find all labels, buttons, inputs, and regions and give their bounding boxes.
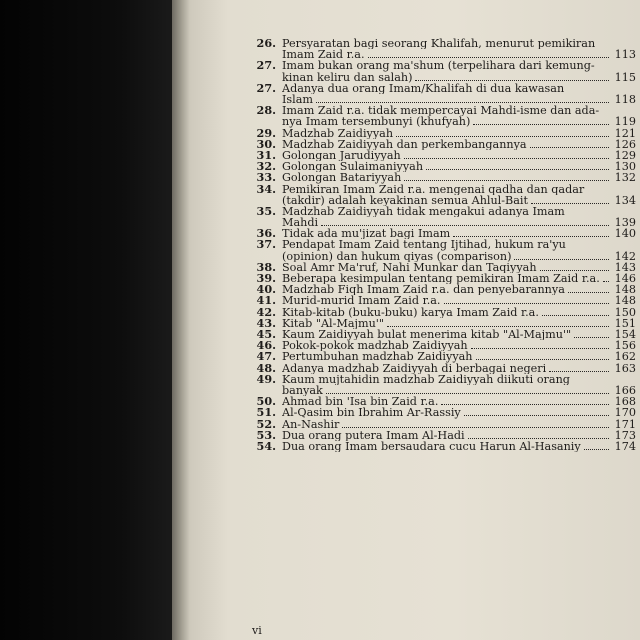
entry-page: 173	[614, 429, 636, 442]
entry-title: Adanya dua orang Imam/Khalifah di dua kawasan	[282, 82, 565, 94]
entry-title: Dua orang Imam bersaudara cucu Harun Al-Hasaniy	[282, 441, 581, 453]
entry-number: 40.	[256, 282, 276, 297]
dark-background	[0, 0, 172, 640]
entry-title: banyak	[282, 385, 323, 397]
entry-title: Imam bukan orang ma'shum (terpelihara dari kemung-	[282, 60, 595, 72]
entry-number: 43.	[256, 315, 276, 330]
entry-page: 162	[614, 351, 636, 363]
toc-entry	[250, 396, 636, 407]
leader-dots	[464, 407, 609, 416]
leader-dots	[453, 228, 609, 237]
entry-page: 170	[614, 407, 636, 419]
entry-title: Imam Zaid r.a. tidak mempercayai Mahdi-isme dan ada-	[282, 105, 600, 117]
entry-title: Madzhab Zaidiyyah dan perkembangannya	[282, 138, 527, 150]
toc-entry	[250, 284, 636, 295]
toc-entry	[250, 351, 636, 362]
entry-title: Pertumbuhan madzhab Zaidiyyah	[282, 351, 473, 363]
toc-entry	[250, 315, 636, 330]
toc-entry	[250, 105, 636, 127]
entry-number: 30.	[256, 136, 276, 151]
leader-dots	[368, 49, 609, 58]
toc-entry	[250, 136, 636, 151]
toc-entry	[250, 181, 636, 206]
entry-number: 46.	[256, 338, 276, 353]
leader-dots	[396, 128, 609, 137]
toc-entry	[250, 295, 636, 306]
entry-page: 132	[614, 172, 636, 184]
entry-title: Pokok-pokok madzhab Zaidiyyah	[282, 340, 468, 352]
entry-title: Kitab-kitab (buku-buku) karya Imam Zaid r.a.	[282, 306, 539, 318]
toc-entry	[250, 172, 636, 183]
leader-dots	[441, 396, 609, 405]
entry-page: 118	[614, 93, 636, 106]
toc-entry	[250, 147, 636, 162]
leader-dots	[326, 385, 609, 394]
entry-title: Adanya madzhab Zaidiyyah di berbagai negeri	[282, 362, 547, 374]
entry-title: Golongan Batariyyah	[282, 172, 402, 184]
toc-entry	[250, 329, 636, 340]
entry-page: 129	[614, 149, 636, 162]
leader-dots	[476, 351, 609, 360]
toc-entry	[250, 340, 636, 351]
entry-number: 53.	[256, 427, 276, 442]
leader-dots	[473, 116, 609, 125]
entry-title: Al-Qasim bin Ibrahim Ar-Rassiy	[282, 407, 461, 419]
entry-title: An-Nashir	[282, 418, 340, 430]
entry-title: Imam Zaid r.a.	[282, 49, 365, 61]
entry-number: 31.	[256, 147, 276, 162]
leader-dots	[468, 430, 609, 439]
entry-title: Beberapa kesimpulan tentang pemikiran Imam Zaid r.a.	[282, 273, 600, 285]
entry-page: 166	[614, 385, 636, 397]
entry-title: kinan keliru dan salah)	[282, 71, 413, 83]
entry-page: 150	[614, 306, 636, 318]
entry-number: 29.	[256, 125, 276, 140]
book-page	[172, 0, 640, 640]
entry-number: 54.	[256, 439, 276, 454]
entry-title: Dua orang putera Imam Al-Hadi	[282, 429, 465, 442]
entry-title: Golongan Sulaimaniyyah	[282, 161, 424, 173]
entry-number: 42.	[256, 304, 276, 319]
page-gutter	[172, 0, 190, 640]
entry-number: 47.	[256, 349, 276, 364]
entry-title: Madzhab Fiqh Imam Zaid r.a. dan penyebarannya	[282, 284, 565, 296]
leader-dots	[415, 72, 609, 81]
entry-page: 130	[614, 161, 636, 173]
entry-number: 45.	[256, 327, 276, 342]
toc-entry	[250, 427, 636, 442]
leader-dots	[444, 295, 610, 304]
toc-entry	[250, 203, 636, 229]
entry-page: 140	[614, 228, 636, 240]
entry-title: Kaum mujtahidin madzhab Zaidiyyah diikuti orang	[282, 373, 570, 386]
entry-number: 36.	[256, 226, 276, 241]
leader-dots	[321, 217, 609, 226]
toc-entry	[250, 228, 636, 239]
leader-dots	[426, 161, 609, 170]
entry-number: 39.	[256, 271, 276, 286]
entry-page: 139	[614, 217, 636, 229]
entry-title: Pendapat Imam Zaid tentang Ijtihad, hukum ra'yu	[282, 239, 566, 251]
entry-page: 119	[614, 116, 636, 128]
entry-title: Tidak ada mu'jizat bagi Imam	[282, 228, 451, 240]
entry-title: (opinion) dan hukum qiyas (comparison)	[282, 250, 512, 262]
entry-page: 113	[614, 49, 636, 61]
entry-number: 34.	[256, 181, 276, 196]
entry-page: 134	[614, 194, 636, 206]
entry-title: Persyaratan bagi seorang Khalifah, menurut pemikiran	[282, 38, 596, 50]
toc-entry	[250, 416, 636, 431]
entry-page: 156	[614, 340, 636, 352]
leader-dots	[514, 251, 609, 260]
entry-title: Kaum Zaidiyyah bulat menerima kitab "Al-Majmu'"	[282, 329, 572, 341]
leader-dots	[471, 340, 609, 349]
entry-number: 50.	[256, 394, 276, 409]
entry-page: 142	[614, 250, 636, 262]
leader-dots	[404, 150, 609, 159]
toc-entry	[250, 125, 636, 140]
toc-entry	[250, 80, 636, 106]
entry-page: 151	[614, 317, 636, 330]
leader-dots	[549, 363, 609, 372]
toc-entry	[250, 259, 636, 274]
entry-number: 52.	[256, 416, 276, 431]
entry-title: Murid-murid Imam Zaid r.a.	[282, 295, 441, 307]
entry-number: 26.	[256, 36, 276, 50]
leader-dots	[530, 139, 609, 148]
leader-dots	[316, 94, 609, 103]
entry-page: 143	[614, 261, 636, 274]
entry-number: 51.	[256, 405, 276, 420]
entry-page: 121	[614, 127, 636, 139]
entry-number: 37.	[256, 237, 276, 252]
entry-title: Mahdi	[282, 217, 319, 229]
leader-dots	[387, 318, 609, 327]
leader-dots	[540, 262, 609, 271]
leader-dots	[584, 441, 609, 450]
entry-number: 38.	[256, 259, 276, 274]
leader-dots	[574, 329, 609, 338]
entry-page: 115	[614, 71, 636, 83]
entry-number: 27.	[256, 80, 276, 95]
entry-number: 35.	[256, 203, 276, 218]
entry-title: Islam	[282, 93, 314, 106]
leader-dots	[531, 195, 609, 204]
table-of-contents	[250, 38, 636, 452]
leader-dots	[404, 172, 609, 181]
entry-page: 148	[614, 284, 636, 296]
entry-number: 32.	[256, 159, 276, 174]
entry-page: 154	[614, 329, 636, 341]
entry-title: (takdir) adalah keyakinan semua Ahlul-Bait	[282, 194, 529, 206]
toc-entry	[250, 38, 636, 60]
leader-dots	[568, 284, 609, 293]
toc-entry	[250, 60, 636, 82]
entry-title: nya Imam tersembunyi (khufyah)	[282, 116, 471, 128]
entry-number: 41.	[256, 293, 276, 308]
entry-title: Madzhab Zaidiyyah	[282, 127, 394, 139]
toc-entry	[250, 407, 636, 418]
entry-title: Soal Amr Ma'ruf, Nahi Munkar dan Taqiyyah	[282, 261, 537, 274]
entry-page: 171	[614, 418, 636, 430]
toc-entry	[250, 239, 636, 261]
entry-page: 146	[614, 273, 636, 285]
entry-title: Madzhab Zaidiyyah tidak mengakui adanya Imam	[282, 205, 565, 218]
leader-dots	[603, 273, 609, 282]
entry-page: 148	[614, 295, 636, 307]
toc-entry	[250, 161, 636, 172]
entry-page: 174	[614, 441, 636, 453]
entry-title: Ahmad bin 'Isa bin Zaid r.a.	[282, 396, 439, 408]
entry-number: 27.	[256, 58, 276, 73]
toc-entry	[250, 441, 636, 452]
toc-entry	[250, 304, 636, 319]
leader-dots	[342, 419, 609, 428]
entry-title: Kitab "Al-Majmu'"	[282, 317, 385, 330]
entry-number: 28.	[256, 103, 276, 118]
entry-number: 33.	[256, 170, 276, 185]
entry-number: 48.	[256, 360, 276, 375]
toc-entry	[250, 360, 636, 375]
entry-number: 49.	[256, 371, 276, 386]
entry-page: 168	[614, 396, 636, 408]
entry-page: 163	[614, 362, 636, 374]
toc-entry	[250, 273, 636, 284]
entry-title: Pemikiran Imam Zaid r.a. mengenai qadha dan qadar	[282, 183, 585, 195]
entry-title: Golongan Jarudiyyah	[282, 149, 401, 162]
toc-entry	[250, 371, 636, 397]
page-number: vi	[252, 624, 262, 637]
entry-page: 126	[614, 138, 636, 150]
leader-dots	[542, 307, 609, 316]
